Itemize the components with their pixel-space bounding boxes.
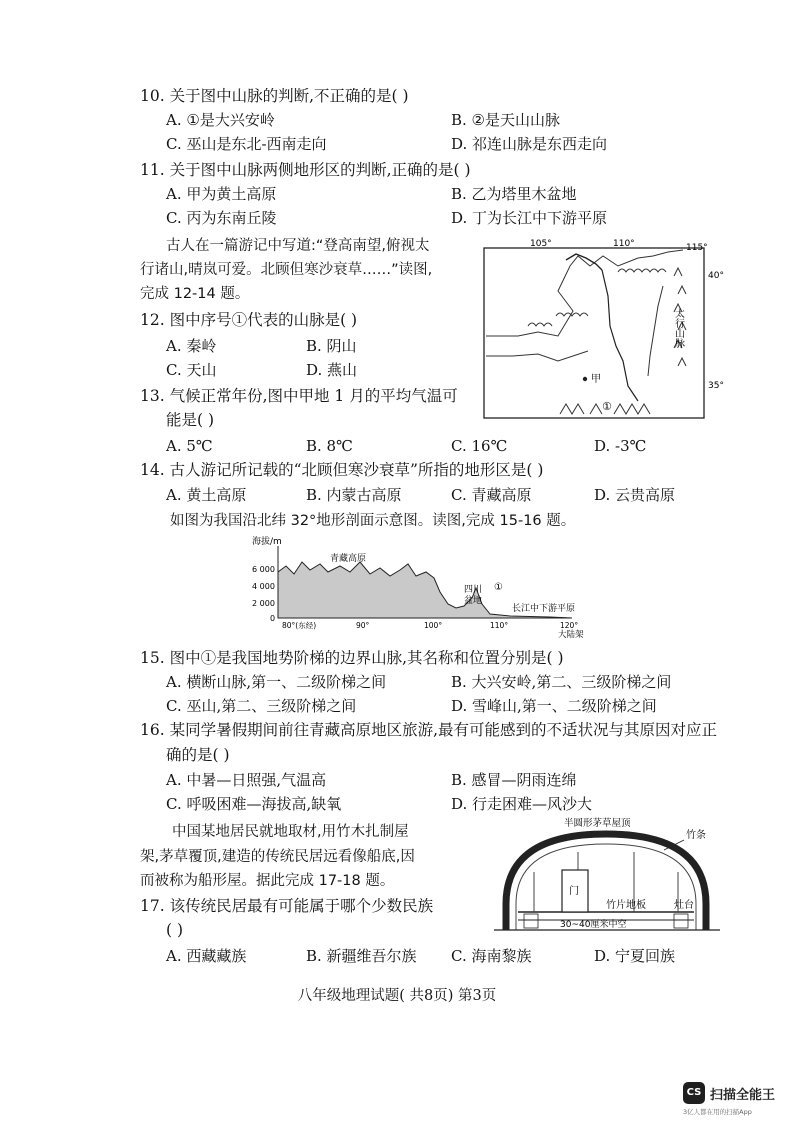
map-mountain-symbol-north [618, 269, 666, 272]
q14-option-b: B. 内蒙古高原 [306, 486, 402, 504]
q11-option-b: B. 乙为塔里木盆地 [451, 185, 577, 203]
profile-label-basin1: 四川 [464, 585, 483, 595]
q12-option-b: B. 阴山 [306, 337, 357, 355]
map-lat-35: 35° [708, 381, 724, 391]
q10-stem: 10. 关于图中山脉的判断,不正确的是( ) [140, 87, 409, 105]
watermark-subtitle: 3亿人都在用的扫描App [683, 1108, 752, 1116]
profile-ytick-0: 0 [270, 614, 276, 623]
map-lon-115: 115° [686, 243, 708, 253]
q15-option-b: B. 大兴安岭,第二、三级阶梯之间 [451, 673, 672, 691]
map-yellow-river [602, 270, 638, 401]
intro-17-18-line3: 而被称为船形屋。据此完成 17-18 题。 [140, 873, 395, 889]
profile-xtick-120: 120° [560, 621, 579, 630]
house-label-door: 门 [569, 886, 579, 897]
profile-label-shelf: 大陆架 [558, 630, 584, 640]
q17-option-c: C. 海南黎族 [451, 947, 532, 965]
q11-option-a: A. 甲为黄土高原 [166, 185, 277, 203]
profile-xtick-90: 90° [356, 621, 370, 630]
q13-option-c: C. 16℃ [451, 437, 508, 455]
q17-option-b: B. 新疆维吾尔族 [306, 947, 417, 965]
q15-option-c: C. 巫山,第二、三级阶梯之间 [166, 697, 357, 715]
profile-ytick-4000: 4 000 [252, 582, 275, 591]
scanner-watermark [683, 1080, 791, 1120]
q12-stem: 12. 图中序号①代表的山脉是( ) [140, 311, 358, 329]
house-label-gap: 30~40厘米中空 [560, 920, 627, 930]
q12-option-c: C. 天山 [166, 361, 217, 379]
profile-label-basin2: 盆地 [464, 596, 483, 606]
watermark-title: 扫描全能王 [710, 1088, 776, 1103]
profile-label-circle1: ① [494, 582, 503, 593]
q14-option-d: D. 云贵高原 [594, 486, 676, 504]
intro-17-18-line1: 中国某地居民就地取材,用竹木扎制屋 [172, 824, 409, 840]
q11-option-c: C. 丙为东南丘陵 [166, 209, 277, 227]
profile-label-plateau: 青藏高原 [330, 554, 367, 564]
map-mountain-symbol-west [528, 323, 552, 326]
map-lon-110: 110° [613, 239, 635, 249]
q10-option-a: A. ①是大兴安岭 [166, 111, 275, 129]
map-lon-105: 105° [530, 239, 552, 249]
page-footer: 八年级地理试题( 共8页) 第3页 [297, 988, 497, 1004]
q10-option-d: D. 祁连山脉是东西走向 [451, 135, 608, 153]
q13-option-b: B. 8℃ [306, 437, 353, 455]
map-border-line [486, 250, 683, 336]
map-point-jia [583, 377, 587, 381]
q17-option-d: D. 宁夏回族 [594, 947, 676, 965]
q11-stem: 11. 关于图中山脉两侧地形区的判断,正确的是( ) [140, 161, 471, 179]
north-china-map [478, 236, 724, 426]
q16-stem-line1: 16. 某同学暑假期间前往青藏高原地区旅游,最有可能感到的不适状况与其原因对应正 [140, 721, 718, 739]
q13-stem-line2: 能是( ) [166, 411, 215, 429]
q12-option-d: D. 燕山 [306, 361, 358, 379]
terrain-profile-32n [250, 532, 600, 640]
q13-option-d: D. -3℃ [594, 437, 647, 455]
q16-option-d: D. 行走困难—风沙大 [451, 795, 593, 813]
profile-ylabel: 海拔/m [252, 537, 282, 547]
map-yellow-river-bend [566, 254, 602, 270]
q16-option-c: C. 呼吸困难—海拔高,缺氧 [166, 795, 342, 813]
q17-option-a: A. 西藏藏族 [166, 947, 247, 965]
q12-option-a: A. 秦岭 [166, 337, 217, 355]
q17-stem-line2: ( ) [166, 921, 184, 939]
q16-option-b: B. 感冒—阴雨连绵 [451, 771, 577, 789]
house-label-bamboo: 竹条 [686, 830, 706, 841]
boat-house-diagram [488, 812, 728, 950]
q15-option-a: A. 横断山脉,第一、二级阶梯之间 [166, 673, 387, 691]
profile-xtick-80: 80°(东经) [282, 621, 317, 630]
intro-17-18-line2: 架,茅草覆顶,建造的传统民居远看像船底,因 [140, 849, 415, 865]
q14-stem: 14. 古人游记所记载的“北顾但寒沙衰草”所指的地形区是( ) [140, 461, 544, 479]
q15-option-d: D. 雪峰山,第一、二级阶梯之间 [451, 697, 657, 715]
profile-ytick-2000: 2 000 [252, 599, 275, 608]
profile-xtick-110: 110° [490, 621, 509, 630]
map-label-taihang: 太行山脉 [672, 308, 684, 348]
q10-option-c: C. 巫山是东北-西南走向 [166, 135, 327, 153]
intro-15-16: 如图为我国沿北纬 32°地形剖面示意图。读图,完成 15-16 题。 [170, 513, 576, 529]
q16-stem-line2: 确的是( ) [166, 746, 230, 764]
house-roof-arc [506, 834, 706, 930]
profile-label-plain: 长江中下游平原 [512, 604, 576, 614]
q13-option-a: A. 5℃ [166, 437, 213, 455]
house-label-floor: 竹片地板 [606, 900, 646, 911]
profile-ytick-6000: 6 000 [252, 565, 275, 574]
map-label-circle1: ① [602, 400, 612, 413]
intro-12-14-line2: 行诸山,晴岚可爱。北顾但寒沙衰草……”读图, [140, 262, 433, 278]
q17-stem-line1: 17. 该传统民居最有可能属于哪个少数民族 [140, 897, 434, 915]
q14-option-a: A. 黄土高原 [166, 486, 247, 504]
map-label-jia: 甲 [591, 374, 601, 385]
house-label-stove: 灶台 [674, 900, 694, 911]
q13-stem-line1: 13. 气候正常年份,图中甲地 1 月的平均气温可 [140, 387, 458, 405]
camscanner-logo-icon: CS [683, 1082, 705, 1104]
intro-12-14-line1: 古人在一篇游记中写道:“登高南望,俯视太 [166, 238, 430, 254]
map-lat-40: 40° [708, 271, 724, 281]
q11-option-d: D. 丁为长江中下游平原 [451, 209, 608, 227]
q16-option-a: A. 中暑—日照强,气温高 [166, 771, 327, 789]
q15-stem: 15. 图中①是我国地势阶梯的边界山脉,其名称和位置分别是( ) [140, 649, 564, 667]
q14-option-c: C. 青藏高原 [451, 486, 532, 504]
q10-option-b: B. ②是天山山脉 [451, 111, 561, 129]
map-river-line [486, 351, 588, 361]
intro-12-14-line3: 完成 12-14 题。 [140, 286, 250, 302]
house-label-roof: 半圆形茅草屋顶 [564, 818, 631, 829]
profile-xtick-100: 100° [424, 621, 443, 630]
